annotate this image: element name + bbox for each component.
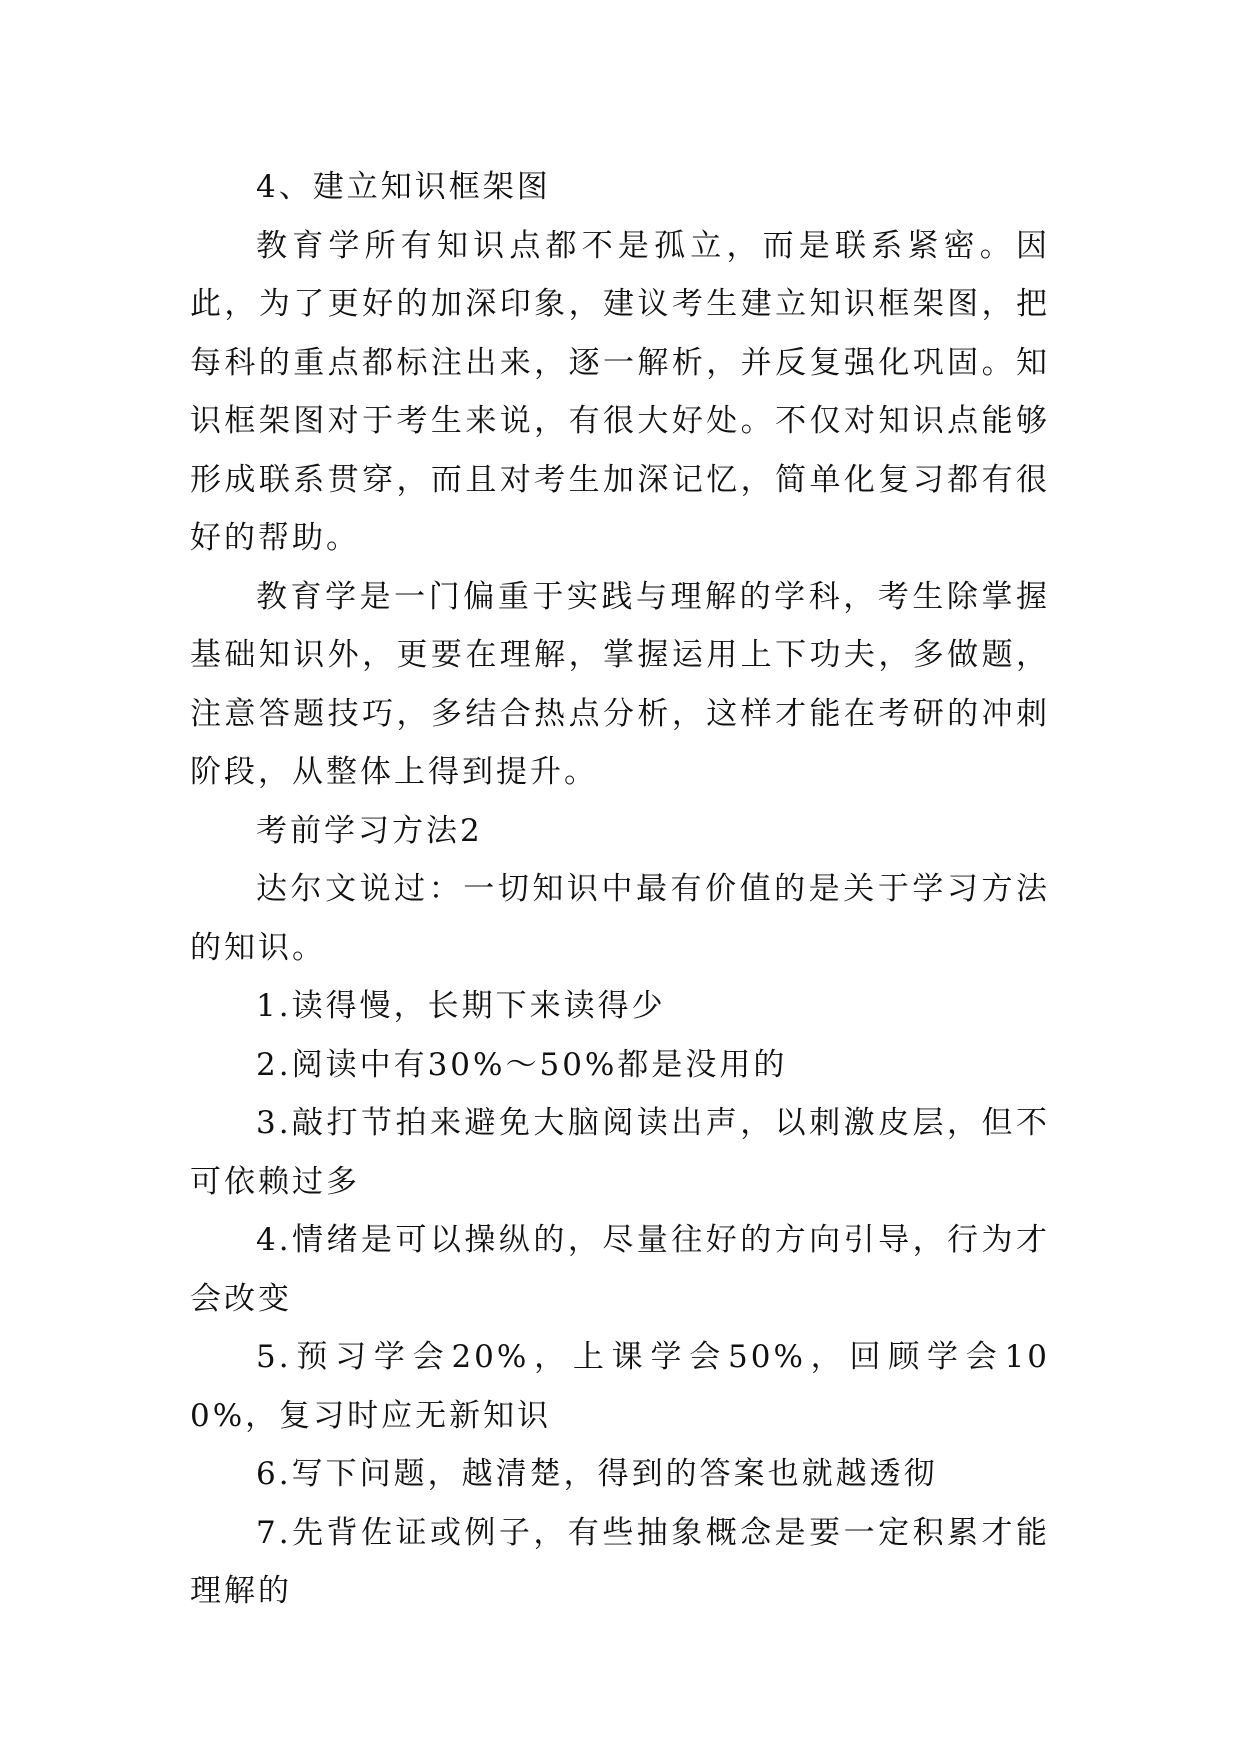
list-item-7: 7.先背佐证或例子，有些抽象概念是要一定积累才能理解的: [190, 1514, 1050, 1609]
list-item-1: 1.读得慢，长期下来读得少: [256, 988, 666, 1024]
heading-study-method-2: 考前学习方法2: [256, 812, 483, 849]
list-item-3: 3.敲打节拍来避免大脑阅读出声，以刺激皮层，但不可依赖过多: [190, 1105, 1050, 1200]
paragraph-pedagogy-practice: 教育学是一门偏重于实践与理解的学科，考生除掌握基础知识外，更要在理解，掌握运用上下功夫，多做题，注意答题技巧，多结合热点分析，这样才能在考研的冲刺阶段，从整体上得到提升。: [190, 578, 1050, 790]
list-item-6: 6.写下问题，越清楚，得到的答案也就越透彻: [256, 1456, 938, 1492]
list-item-5: 5.预习学会20%，上课学会50%，回顾学会100%，复习时应无新知识: [190, 1339, 1050, 1434]
list-item-4: 4.情绪是可以操纵的，尽量往好的方向引导，行为才会改变: [190, 1222, 1050, 1317]
list-item-2: 2.阅读中有30%～50%都是没用的: [256, 1046, 788, 1083]
paragraph-knowledge-framework: 教育学所有知识点都不是孤立，而是联系紧密。因此，为了更好的加深印象，建议考生建立知识框架图，把每科的重点都标注出来，逐一解析，并反复强化巩固。知识框架图对于考生来说，有很大好处。不仅对知识点能够形成联系贯穿，而且对考生加深记忆，简单化复习都有很好的帮助。: [190, 227, 1050, 556]
paragraph-darwin-quote: 达尔文说过：一切知识中最有价值的是关于学习方法的知识。: [190, 871, 1050, 966]
heading-build-knowledge-framework: 4、建立知识框架图: [256, 169, 551, 205]
document-body: [190, 158, 1050, 1621]
